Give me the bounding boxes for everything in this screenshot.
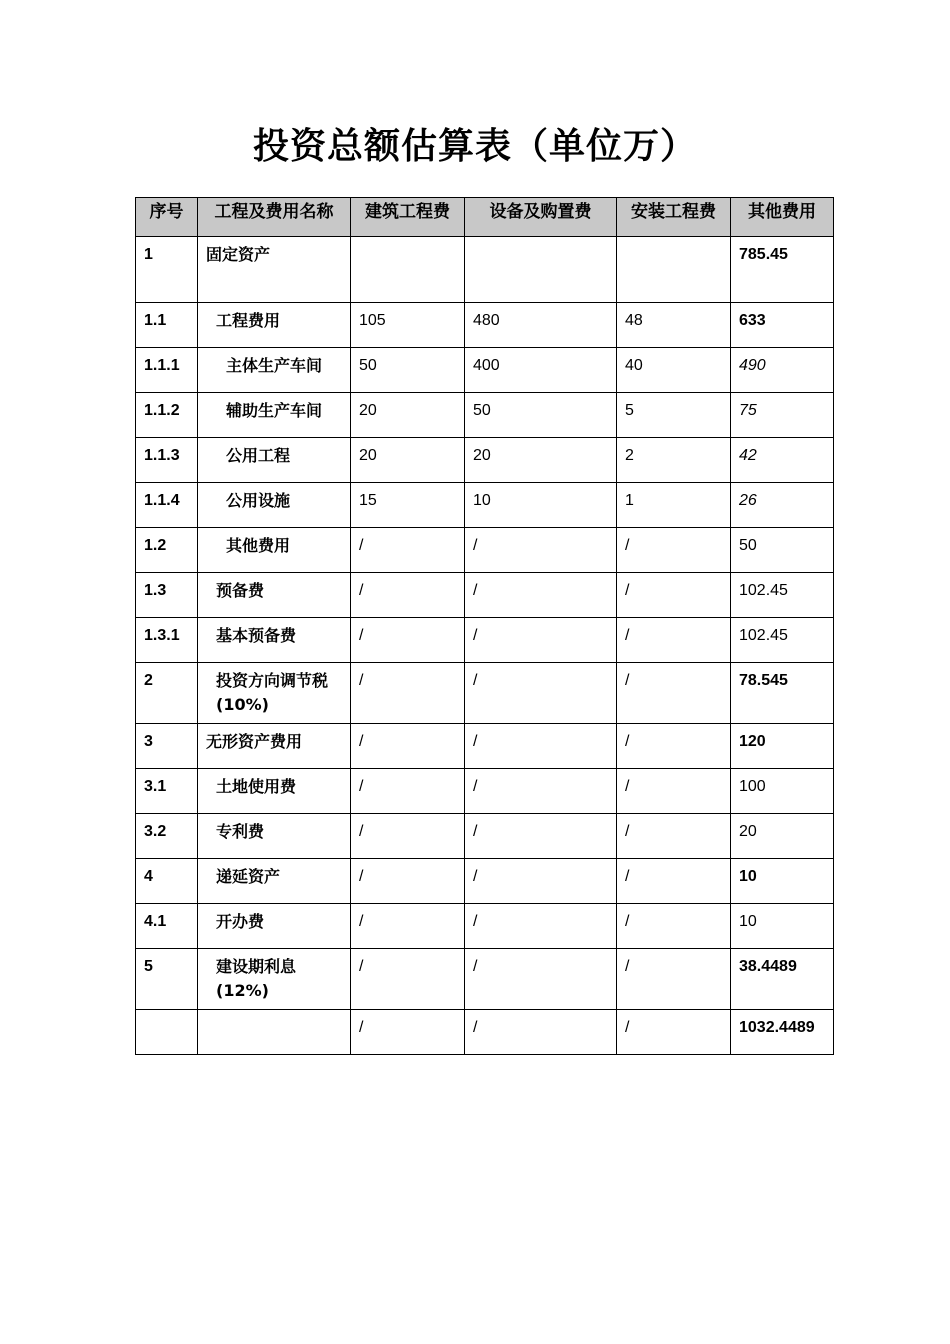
row-equipment-cost: / bbox=[465, 859, 617, 904]
table-row bbox=[136, 949, 834, 1010]
row-installation-cost: / bbox=[617, 859, 731, 904]
row-item-name: 其他费用 bbox=[198, 528, 351, 573]
row-equipment-cost: 20 bbox=[465, 438, 617, 483]
row-item-name: 预备费 bbox=[198, 573, 351, 618]
row-item-name: 递延资产 bbox=[198, 859, 351, 904]
row-construction-cost: / bbox=[351, 949, 465, 1010]
row-index: 3.2 bbox=[136, 814, 198, 859]
row-equipment-cost: 10 bbox=[465, 483, 617, 528]
row-other-cost: 26 bbox=[731, 483, 834, 528]
row-construction-cost bbox=[351, 237, 465, 303]
table-row bbox=[136, 237, 834, 303]
table-header-row bbox=[136, 198, 834, 237]
table-row bbox=[136, 618, 834, 663]
row-other-cost: 42 bbox=[731, 438, 834, 483]
row-installation-cost: / bbox=[617, 949, 731, 1010]
row-installation-cost: 1 bbox=[617, 483, 731, 528]
row-index: 3 bbox=[136, 724, 198, 769]
row-other-cost: 633 bbox=[731, 303, 834, 348]
row-equipment-cost: / bbox=[465, 769, 617, 814]
row-item-name: 辅助生产车间 bbox=[198, 393, 351, 438]
row-other-cost: 10 bbox=[731, 859, 834, 904]
row-other-cost: 102.45 bbox=[731, 573, 834, 618]
row-installation-cost: / bbox=[617, 1010, 731, 1055]
row-index: 5 bbox=[136, 949, 198, 1010]
row-construction-cost: / bbox=[351, 904, 465, 949]
table-row bbox=[136, 528, 834, 573]
row-index: 1.1.4 bbox=[136, 483, 198, 528]
row-construction-cost: 20 bbox=[351, 438, 465, 483]
investment-estimate-table bbox=[135, 197, 834, 1055]
table-row bbox=[136, 724, 834, 769]
row-equipment-cost: / bbox=[465, 949, 617, 1010]
row-installation-cost: 40 bbox=[617, 348, 731, 393]
row-item-name: 主体生产车间 bbox=[198, 348, 351, 393]
row-installation-cost bbox=[617, 237, 731, 303]
row-index: 4 bbox=[136, 859, 198, 904]
row-construction-cost: / bbox=[351, 528, 465, 573]
row-equipment-cost: / bbox=[465, 724, 617, 769]
row-installation-cost: / bbox=[617, 618, 731, 663]
row-equipment-cost: / bbox=[465, 573, 617, 618]
header-installation-cost: 安装工程费 bbox=[617, 198, 731, 237]
row-installation-cost: 48 bbox=[617, 303, 731, 348]
row-index: 1.1.3 bbox=[136, 438, 198, 483]
row-installation-cost: / bbox=[617, 904, 731, 949]
row-index: 1.3.1 bbox=[136, 618, 198, 663]
row-item-name bbox=[198, 1010, 351, 1055]
row-other-cost: 50 bbox=[731, 528, 834, 573]
row-other-cost: 75 bbox=[731, 393, 834, 438]
row-item-name: 基本预备费 bbox=[198, 618, 351, 663]
table-row bbox=[136, 1010, 834, 1055]
row-equipment-cost: / bbox=[465, 814, 617, 859]
row-equipment-cost: / bbox=[465, 663, 617, 724]
header-index: 序号 bbox=[136, 198, 198, 237]
row-item-name: 开办费 bbox=[198, 904, 351, 949]
row-index: 1.1.2 bbox=[136, 393, 198, 438]
row-equipment-cost: / bbox=[465, 904, 617, 949]
row-other-cost: 1032.4489 bbox=[731, 1010, 834, 1055]
row-equipment-cost: / bbox=[465, 618, 617, 663]
row-other-cost: 20 bbox=[731, 814, 834, 859]
row-construction-cost: / bbox=[351, 618, 465, 663]
row-index: 3.1 bbox=[136, 769, 198, 814]
row-equipment-cost: 480 bbox=[465, 303, 617, 348]
row-installation-cost: 2 bbox=[617, 438, 731, 483]
row-item-name: 投资方向调节税(10%) bbox=[198, 663, 351, 724]
row-installation-cost: / bbox=[617, 769, 731, 814]
header-other-cost: 其他费用 bbox=[731, 198, 834, 237]
row-equipment-cost: 50 bbox=[465, 393, 617, 438]
row-item-name: 专利费 bbox=[198, 814, 351, 859]
row-index: 1.1 bbox=[136, 303, 198, 348]
row-other-cost: 120 bbox=[731, 724, 834, 769]
row-installation-cost: / bbox=[617, 663, 731, 724]
row-index bbox=[136, 1010, 198, 1055]
row-index: 1.2 bbox=[136, 528, 198, 573]
row-installation-cost: / bbox=[617, 528, 731, 573]
row-construction-cost: 20 bbox=[351, 393, 465, 438]
row-item-name: 固定资产 bbox=[198, 237, 351, 303]
row-other-cost: 78.545 bbox=[731, 663, 834, 724]
row-installation-cost: 5 bbox=[617, 393, 731, 438]
row-construction-cost: / bbox=[351, 663, 465, 724]
row-construction-cost: / bbox=[351, 814, 465, 859]
row-other-cost: 490 bbox=[731, 348, 834, 393]
table-row bbox=[136, 348, 834, 393]
row-index: 4.1 bbox=[136, 904, 198, 949]
row-index: 1.3 bbox=[136, 573, 198, 618]
row-construction-cost: / bbox=[351, 769, 465, 814]
row-item-name: 土地使用费 bbox=[198, 769, 351, 814]
row-other-cost: 102.45 bbox=[731, 618, 834, 663]
row-installation-cost: / bbox=[617, 724, 731, 769]
table-row bbox=[136, 859, 834, 904]
row-item-name: 公用设施 bbox=[198, 483, 351, 528]
row-item-name: 公用工程 bbox=[198, 438, 351, 483]
row-other-cost: 100 bbox=[731, 769, 834, 814]
table-row bbox=[136, 573, 834, 618]
row-other-cost: 38.4489 bbox=[731, 949, 834, 1010]
row-equipment-cost: / bbox=[465, 1010, 617, 1055]
row-index: 1 bbox=[136, 237, 198, 303]
table-row bbox=[136, 438, 834, 483]
table-row bbox=[136, 303, 834, 348]
row-item-name: 无形资产费用 bbox=[198, 724, 351, 769]
row-construction-cost: / bbox=[351, 859, 465, 904]
row-construction-cost: 15 bbox=[351, 483, 465, 528]
row-construction-cost: 50 bbox=[351, 348, 465, 393]
row-item-name: 建设期利息(12%) bbox=[198, 949, 351, 1010]
header-item-name: 工程及费用名称 bbox=[198, 198, 351, 237]
row-equipment-cost bbox=[465, 237, 617, 303]
row-installation-cost: / bbox=[617, 814, 731, 859]
row-item-name: 工程费用 bbox=[198, 303, 351, 348]
row-construction-cost: / bbox=[351, 573, 465, 618]
header-construction-cost: 建筑工程费 bbox=[351, 198, 465, 237]
row-construction-cost: / bbox=[351, 1010, 465, 1055]
row-index: 2 bbox=[136, 663, 198, 724]
row-other-cost: 785.45 bbox=[731, 237, 834, 303]
header-equipment-cost: 设备及购置费 bbox=[465, 198, 617, 237]
table-row bbox=[136, 904, 834, 949]
row-equipment-cost: 400 bbox=[465, 348, 617, 393]
row-equipment-cost: / bbox=[465, 528, 617, 573]
table-row bbox=[136, 769, 834, 814]
row-installation-cost: / bbox=[617, 573, 731, 618]
row-construction-cost: / bbox=[351, 724, 465, 769]
table-row bbox=[136, 663, 834, 724]
table-row bbox=[136, 814, 834, 859]
page-title: 投资总额估算表（单位万） bbox=[252, 126, 697, 167]
table-row bbox=[136, 483, 834, 528]
row-other-cost: 10 bbox=[731, 904, 834, 949]
table-row bbox=[136, 393, 834, 438]
row-index: 1.1.1 bbox=[136, 348, 198, 393]
row-construction-cost: 105 bbox=[351, 303, 465, 348]
